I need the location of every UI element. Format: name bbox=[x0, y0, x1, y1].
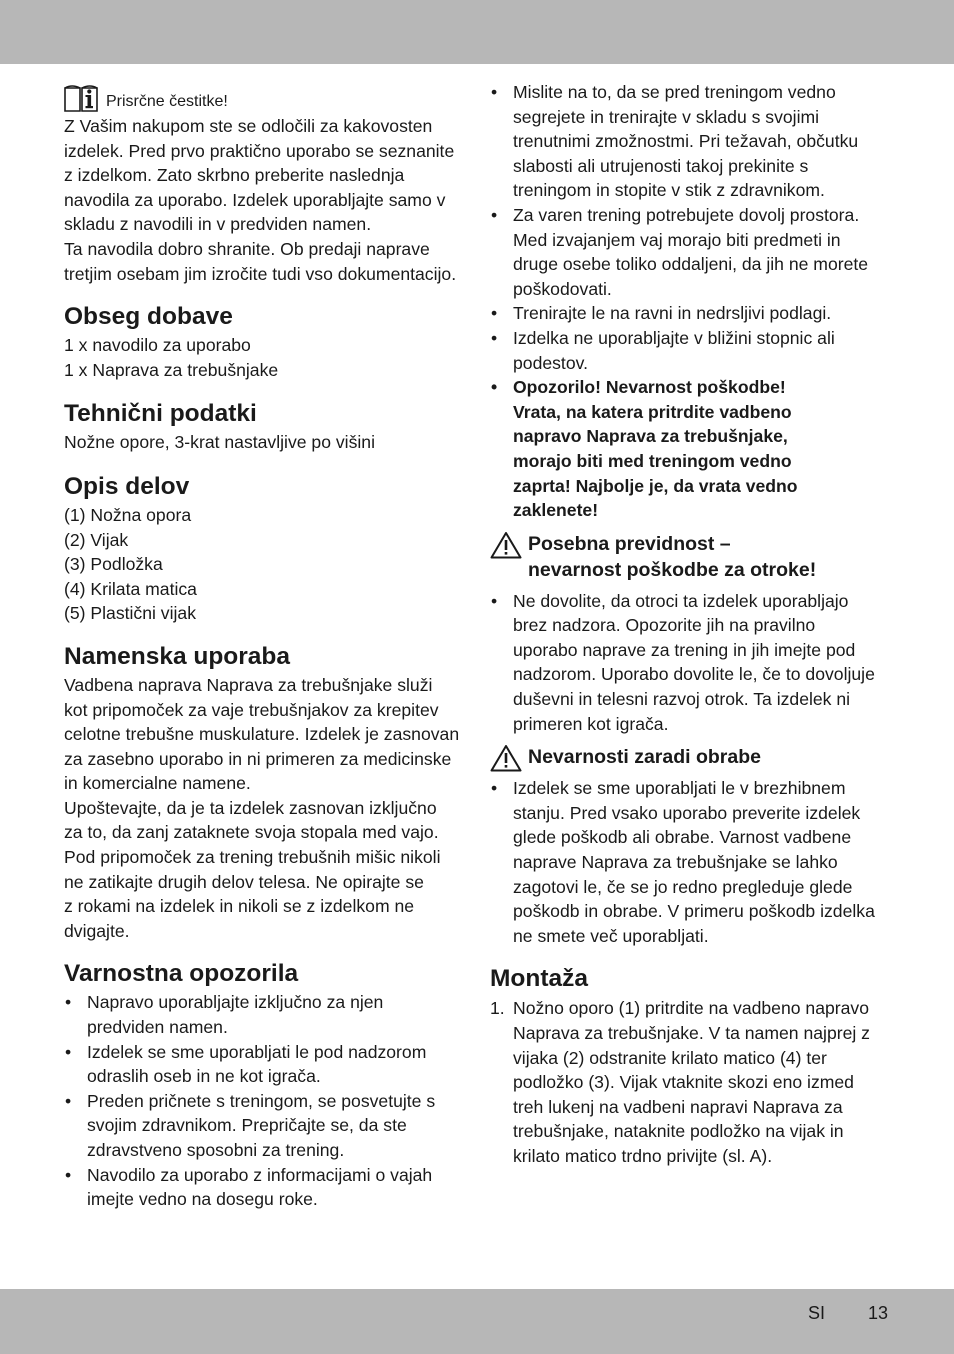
obseg-line: 1 x navodilo za uporabo bbox=[64, 335, 251, 356]
list-item-line: nadzorom. Uporabo dovolite le, če to dovoljuje bbox=[513, 664, 875, 685]
list-item-line: stanju. Pred vsako uporabo preverite izdelek bbox=[513, 802, 861, 823]
namenska-line: z rokami na izdelek in nikoli se z izdelkom ne bbox=[64, 896, 415, 917]
page-number: 13 bbox=[868, 1303, 889, 1323]
list-item-line: predviden namen. bbox=[87, 1017, 228, 1038]
list-item bbox=[64, 990, 464, 1039]
list-item bbox=[490, 776, 892, 948]
heading-obseg-dobave: Obseg dobave bbox=[64, 303, 233, 331]
list-item-line: imejte vedno na dosegu roke. bbox=[87, 1189, 318, 1210]
list-item-line: duševni in telesni razvoj otrok. Ta izdelek ni bbox=[513, 689, 851, 710]
list-item-line: • Mislite na to, da se pred treningom vedno bbox=[513, 82, 836, 102]
list-item-line: poškodb in obrabe. V primeru poškodb izdelka bbox=[513, 901, 875, 922]
heading-tehnicni-podatki: Tehnični podatki bbox=[64, 400, 257, 428]
list-item-line: morajo biti med treningom vedno bbox=[513, 450, 792, 471]
list-item-line: • Izdelek se sme uporabljati le pod nadzorom bbox=[87, 1041, 427, 1062]
namenska-line: dvigajte. bbox=[64, 920, 130, 941]
namenska-line: za zasebno uporabo in ni primeren za medicinske bbox=[64, 748, 452, 769]
intro-line: z izdelkom. Zato skrbno preberite naslednja bbox=[64, 165, 405, 186]
namenska-line: celotne trebušne muskulature. Izdelek je zasnovan bbox=[64, 724, 460, 745]
list-item bbox=[64, 1040, 464, 1089]
list-item-line: • Ne dovolite, da otroci ta izdelek uporabljajo bbox=[513, 590, 849, 611]
list-item-line: vijaka (2) odstranite krilato matico (4) ter bbox=[513, 1047, 827, 1068]
safety-list-continued bbox=[490, 80, 892, 523]
list-item bbox=[64, 1163, 464, 1212]
namenska-line: ne zatikajte drugih delov telesa. Ne opirajte se bbox=[64, 871, 424, 892]
list-item-line: ne smete več uporabljati. bbox=[513, 925, 709, 946]
tehnicni-line: Nožne opore, 3-krat nastavljive po višini bbox=[64, 432, 375, 453]
list-item-line: poškodovati. bbox=[513, 278, 612, 299]
list-item-line: napravo Naprava za trebušnjake, bbox=[513, 426, 788, 447]
list-item-line: • Napravo uporabljajte izključno za njen bbox=[87, 992, 384, 1013]
list-item-line: odraslih oseb in ne kot igrača. bbox=[87, 1066, 321, 1087]
list-item-line: brez nadzora. Opozorite jih na pravilno bbox=[513, 615, 816, 636]
heading-opis-delov: Opis delov bbox=[64, 472, 190, 500]
list-item-line: zaklenete! bbox=[513, 500, 599, 521]
list-item-line: zaprta! Najbolje je, da vrata vedno bbox=[513, 475, 798, 496]
opis-line: (3) Podložka bbox=[64, 554, 163, 575]
right-column bbox=[490, 80, 892, 1169]
list-item-line: glede poškodb ali obrabe. Varnost vadbene bbox=[513, 827, 852, 848]
info-book-icon bbox=[64, 84, 98, 112]
list-item bbox=[490, 326, 892, 375]
children-list bbox=[490, 589, 892, 737]
opis-line: (4) Krilata matica bbox=[64, 578, 197, 599]
list-item-line: Med izvajanjem vaj morajo biti predmeti in bbox=[513, 229, 841, 250]
warning-triangle-icon bbox=[490, 744, 522, 772]
list-item-line: • Za varen trening potrebujete dovolj prostora. bbox=[513, 204, 860, 225]
list-item-line: naprave Naprava za trebušnjake se lahko bbox=[513, 852, 838, 873]
namenska-line: kot pripomoček za vaje trebušnjakov za krepitev bbox=[64, 699, 439, 720]
list-item-line: svojim zdravnikom. Prepričajte se, da ste bbox=[87, 1115, 407, 1136]
warning-heading-children bbox=[490, 531, 892, 583]
list-item-line: krilato matico trdno privijte (sl. A). bbox=[513, 1145, 773, 1166]
intro-line: navodila za uporabo. Izdelek uporabljajte samo v bbox=[64, 189, 446, 210]
opis-line: (2) Vijak bbox=[64, 529, 129, 550]
list-item-line: primeren kot igrača. bbox=[513, 713, 669, 734]
namenska-line: Vadbena naprava Naprava za trebušnjake služi bbox=[64, 674, 433, 695]
list-item-number: 1. bbox=[490, 998, 505, 1019]
namenska-line: in komercialne namene. bbox=[64, 773, 251, 794]
list-item-line: Naprava za trebušnjake. V ta namen najprej z bbox=[513, 1023, 870, 1043]
warning-heading-line: nevarnost poškodbe za otroke! bbox=[528, 558, 817, 581]
obseg-line: 1 x Naprava za trebušnjake bbox=[64, 359, 279, 380]
list-item-line: podložko (3). Vijak vtaknite skozi eno izmed bbox=[513, 1072, 854, 1093]
list-item bbox=[490, 80, 892, 203]
intro-greeting: Prisrčne čestitke! bbox=[106, 93, 228, 110]
list-item-line: • Izdelka ne uporabljajte v bližini stopnic ali bbox=[513, 327, 835, 348]
warning-triangle-icon bbox=[490, 531, 522, 559]
namenska-line: Pod pripomoček za trening trebušnih mišic nikoli bbox=[64, 847, 441, 868]
intro-line: tretjim osebam jim izročite tudi vso dokumentacijo. bbox=[64, 263, 457, 284]
intro-greeting-line bbox=[64, 84, 464, 112]
list-item-line: zdravstveno sposobni za trening. bbox=[87, 1140, 345, 1160]
heading-montaza: Montaža bbox=[490, 965, 588, 993]
warning-heading-line: Nevarnosti zaradi obrabe bbox=[528, 746, 761, 769]
list-item bbox=[64, 1089, 464, 1163]
montaza-list bbox=[490, 996, 892, 1168]
opis-line: (5) Plastični vijak bbox=[64, 603, 196, 624]
list-item-line: uporabo naprave za trening in jih imejte pod bbox=[513, 639, 856, 660]
namenska-line: Upoštevajte, da je ta izdelek zasnovan izključno bbox=[64, 797, 437, 818]
list-item-line: trebušnjake, nataknite podložko na vijak in bbox=[513, 1121, 844, 1142]
list-item bbox=[490, 203, 892, 301]
list-item-line: zagotovi le, če se jo redno pregleduje glede bbox=[513, 876, 853, 897]
list-item-line: slabosti ali utrujenosti takoj prekinite s bbox=[513, 155, 809, 176]
list-item-line: • Preden pričnete s treningom, se posvetujte s bbox=[87, 1090, 436, 1111]
varnostna-list bbox=[64, 990, 464, 1211]
intro-line: Z Vašim nakupom ste se odločili za kakovosten bbox=[64, 116, 433, 136]
header-bar bbox=[0, 0, 954, 64]
heading-varnostna-opozorila: Varnostna opozorila bbox=[64, 960, 299, 988]
list-item-line: • Navodilo za uporabo z informacijami o vajah bbox=[87, 1164, 433, 1185]
list-item-line: Nožno oporo (1) pritrdite na vadbeno napravo bbox=[513, 998, 870, 1019]
warning-heading-line: Posebna previdnost – bbox=[528, 532, 731, 555]
list-item-line: trenutnimi zmožnostmi. Pri težavah, občutku bbox=[513, 131, 859, 152]
list-item-line: druge osebe toliko oddaljeni, da jih ne morete bbox=[513, 254, 869, 275]
footer-language: SI bbox=[808, 1303, 826, 1323]
list-item-line: treh lukenj na vadbeni napravi Naprava za bbox=[513, 1096, 843, 1117]
list-item-line: • Trenirajte le na ravni in nedrsljivi podlagi. bbox=[513, 303, 832, 324]
namenska-text bbox=[64, 673, 464, 944]
left-column bbox=[64, 84, 464, 1212]
list-item-line: podestov. bbox=[513, 352, 588, 373]
list-item bbox=[490, 996, 892, 1168]
list-item bbox=[490, 589, 892, 737]
intro-text bbox=[64, 114, 464, 286]
warning-heading-wear bbox=[490, 744, 892, 772]
intro-line: skladu z navodili in v predviden namen. bbox=[64, 214, 372, 235]
heading-namenska-uporaba: Namenska uporaba bbox=[64, 642, 291, 670]
list-item-line: treningom in stopite v stik z zdravnikom. bbox=[513, 180, 825, 201]
list-item-line: • Opozorilo! Nevarnost poškodbe! bbox=[513, 377, 786, 398]
list-item-line: segrejete in trenirajte v skladu s svojimi bbox=[513, 106, 820, 127]
wear-list bbox=[490, 776, 892, 948]
opis-line: (1) Nožna opora bbox=[64, 504, 192, 525]
list-item-line: • Izdelek se sme uporabljati le v brezhibnem bbox=[513, 778, 846, 799]
intro-line: izdelek. Pred prvo praktično uporabo se seznanite bbox=[64, 140, 455, 161]
list-item-warning bbox=[490, 375, 892, 523]
intro-line: Ta navodila dobro shranite. Ob predaji naprave bbox=[64, 238, 430, 259]
namenska-line: za to, da zanj zataknete svoja stopala med vajo. bbox=[64, 822, 439, 843]
list-item-line: Vrata, na katera pritrdite vadbeno bbox=[513, 401, 792, 422]
list-item bbox=[490, 301, 892, 326]
